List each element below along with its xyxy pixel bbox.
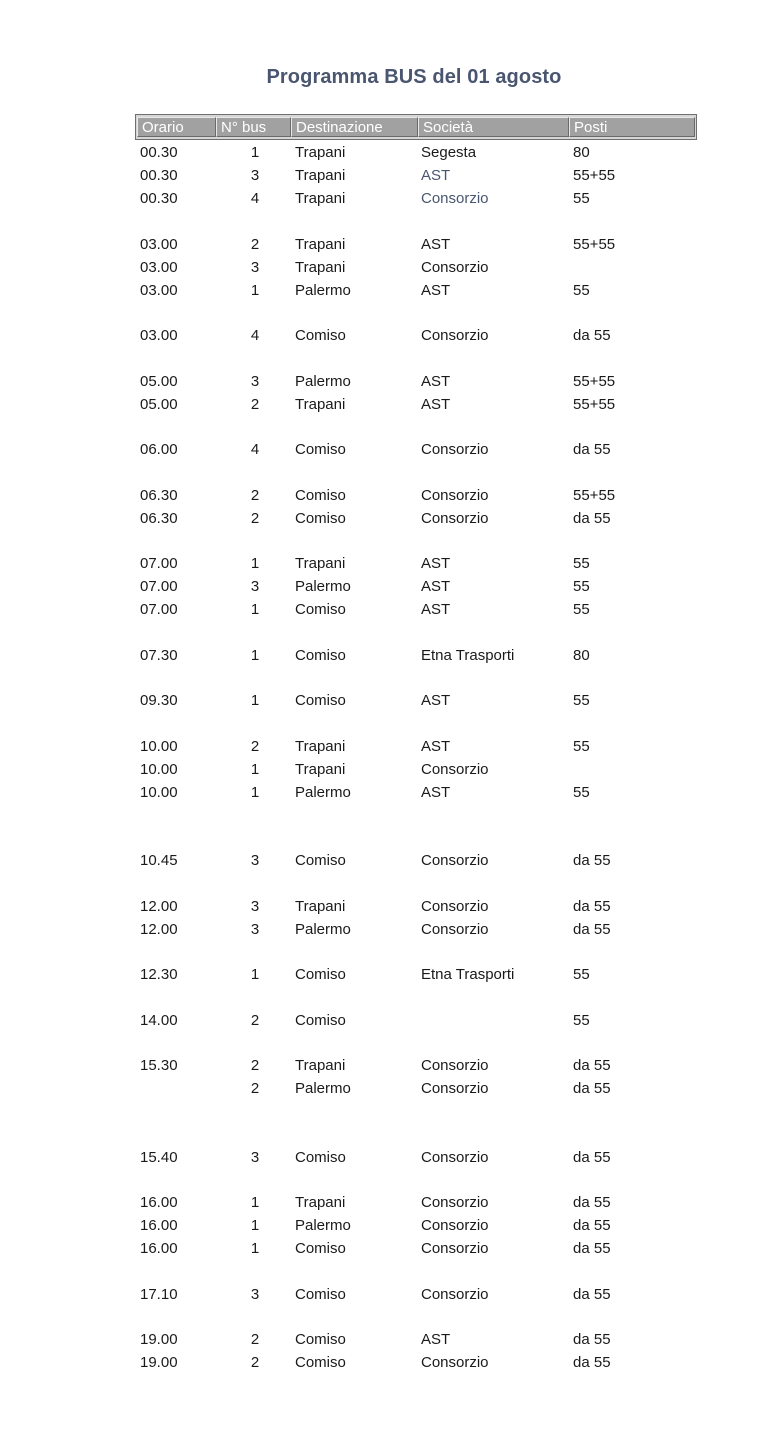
- cell-orario: 03.00: [140, 282, 178, 299]
- cell-bus: 3: [250, 167, 260, 184]
- cell-posti: 80: [573, 144, 590, 161]
- cell-posti: 55+55: [573, 487, 616, 504]
- cell-destinazione: Trapani: [295, 236, 346, 253]
- table-row: [0, 1078, 762, 1100]
- cell-destinazione: Trapani: [295, 1057, 346, 1074]
- cell-posti: 55+55: [573, 236, 616, 253]
- cell-orario: 00.30: [140, 167, 178, 184]
- cell-destinazione: Trapani: [295, 144, 346, 161]
- cell-bus: 3: [250, 898, 260, 915]
- cell-orario: 16.00: [140, 1240, 178, 1257]
- cell-societa: AST: [421, 555, 451, 572]
- cell-bus: 1: [250, 966, 260, 983]
- cell-societa: Etna Trasporti: [421, 647, 515, 664]
- cell-societa: Consorzio: [421, 327, 489, 344]
- cell-bus: 2: [250, 236, 260, 253]
- cell-posti: da 55: [573, 1057, 611, 1074]
- cell-destinazione: Comiso: [295, 966, 346, 983]
- header-orario: Orario: [137, 117, 216, 137]
- cell-orario: 03.00: [140, 259, 178, 276]
- cell-bus: 1: [250, 692, 260, 709]
- table-row: [0, 1284, 762, 1306]
- table-row: [0, 576, 762, 598]
- cell-societa: AST: [421, 601, 451, 618]
- table-row: [0, 1147, 762, 1169]
- cell-destinazione: Comiso: [295, 1331, 346, 1348]
- cell-posti: da 55: [573, 441, 611, 458]
- table-row: [0, 325, 762, 347]
- cell-bus: 3: [250, 259, 260, 276]
- cell-societa: Etna Trasporti: [421, 966, 515, 983]
- cell-societa: Consorzio: [421, 1240, 489, 1257]
- cell-destinazione: Comiso: [295, 510, 346, 527]
- cell-destinazione: Palermo: [295, 1217, 351, 1234]
- cell-destinazione: Trapani: [295, 190, 346, 207]
- cell-orario: 00.30: [140, 144, 178, 161]
- cell-societa: AST: [421, 396, 451, 413]
- cell-orario: 10.00: [140, 738, 178, 755]
- cell-posti: 55: [573, 555, 590, 572]
- cell-destinazione: Trapani: [295, 259, 346, 276]
- table-row: [0, 439, 762, 461]
- cell-destinazione: Trapani: [295, 396, 346, 413]
- table-row: [0, 1192, 762, 1214]
- cell-bus: 3: [250, 578, 260, 595]
- cell-posti: 55+55: [573, 396, 616, 413]
- cell-societa: Consorzio: [421, 441, 489, 458]
- cell-societa: Consorzio: [421, 487, 489, 504]
- table-row: [0, 1055, 762, 1077]
- cell-societa: AST: [421, 692, 451, 709]
- table-row: [0, 371, 762, 393]
- header-destinazione: Destinazione: [291, 117, 418, 137]
- table-row: [0, 896, 762, 918]
- cell-bus: 2: [250, 487, 260, 504]
- cell-orario: 05.00: [140, 373, 178, 390]
- cell-bus: 2: [250, 1331, 260, 1348]
- table-row: [0, 257, 762, 279]
- cell-orario: 14.00: [140, 1012, 178, 1029]
- cell-societa: AST: [421, 167, 451, 184]
- cell-bus: 1: [250, 601, 260, 618]
- cell-bus: 2: [250, 510, 260, 527]
- cell-bus: 1: [250, 1194, 260, 1211]
- cell-destinazione: Trapani: [295, 738, 346, 755]
- cell-destinazione: Comiso: [295, 1240, 346, 1257]
- cell-posti: 55: [573, 190, 590, 207]
- cell-bus: 1: [250, 647, 260, 664]
- cell-posti: da 55: [573, 1080, 611, 1097]
- cell-societa: Consorzio: [421, 852, 489, 869]
- cell-posti: 55: [573, 738, 590, 755]
- cell-destinazione: Comiso: [295, 692, 346, 709]
- cell-bus: 2: [250, 1354, 260, 1371]
- cell-posti: da 55: [573, 510, 611, 527]
- cell-bus: 1: [250, 761, 260, 778]
- cell-societa: Consorzio: [421, 898, 489, 915]
- cell-orario: 07.00: [140, 578, 178, 595]
- cell-orario: 15.40: [140, 1149, 178, 1166]
- cell-orario: 10.00: [140, 784, 178, 801]
- cell-posti: da 55: [573, 898, 611, 915]
- table-row: [0, 1329, 762, 1351]
- cell-posti: 55+55: [573, 167, 616, 184]
- cell-societa: Consorzio: [421, 510, 489, 527]
- cell-bus: 1: [250, 784, 260, 801]
- table-row: [0, 1352, 762, 1374]
- cell-destinazione: Trapani: [295, 167, 346, 184]
- header-bus: N° bus: [216, 117, 291, 137]
- cell-destinazione: Comiso: [295, 1286, 346, 1303]
- cell-societa: Consorzio: [421, 921, 489, 938]
- cell-societa: Consorzio: [421, 761, 489, 778]
- table-row: [0, 850, 762, 872]
- cell-posti: 55: [573, 692, 590, 709]
- cell-posti: da 55: [573, 1217, 611, 1234]
- cell-posti: 55: [573, 578, 590, 595]
- cell-posti: 55+55: [573, 373, 616, 390]
- cell-destinazione: Comiso: [295, 852, 346, 869]
- cell-posti: da 55: [573, 921, 611, 938]
- table-row: [0, 782, 762, 804]
- cell-posti: da 55: [573, 1331, 611, 1348]
- cell-destinazione: Comiso: [295, 1149, 346, 1166]
- cell-destinazione: Trapani: [295, 898, 346, 915]
- cell-bus: 1: [250, 1240, 260, 1257]
- cell-societa: Consorzio: [421, 1354, 489, 1371]
- cell-posti: da 55: [573, 1194, 611, 1211]
- table-row: [0, 1238, 762, 1260]
- cell-societa: Consorzio: [421, 1080, 489, 1097]
- cell-bus: 1: [250, 144, 260, 161]
- cell-orario: 06.30: [140, 487, 178, 504]
- table-row: [0, 188, 762, 210]
- table-row: [0, 234, 762, 256]
- cell-orario: 05.00: [140, 396, 178, 413]
- cell-societa: Consorzio: [421, 1057, 489, 1074]
- cell-bus: 4: [250, 190, 260, 207]
- cell-societa: Consorzio: [421, 1286, 489, 1303]
- cell-societa: Segesta: [421, 144, 477, 161]
- cell-orario: 07.00: [140, 601, 178, 618]
- table-row: [0, 165, 762, 187]
- cell-societa: AST: [421, 236, 451, 253]
- cell-posti: da 55: [573, 1149, 611, 1166]
- table-row: [0, 394, 762, 416]
- cell-posti: 55: [573, 601, 590, 618]
- cell-orario: 07.30: [140, 647, 178, 664]
- cell-bus: 2: [250, 738, 260, 755]
- cell-bus: 3: [250, 373, 260, 390]
- cell-destinazione: Palermo: [295, 282, 351, 299]
- cell-bus: 2: [250, 1080, 260, 1097]
- cell-orario: 19.00: [140, 1354, 178, 1371]
- cell-societa: AST: [421, 578, 451, 595]
- cell-orario: 19.00: [140, 1331, 178, 1348]
- cell-posti: da 55: [573, 327, 611, 344]
- cell-orario: 16.00: [140, 1217, 178, 1234]
- cell-posti: 55: [573, 966, 590, 983]
- cell-orario: 03.00: [140, 236, 178, 253]
- cell-bus: 3: [250, 921, 260, 938]
- cell-societa: Consorzio: [421, 1217, 489, 1234]
- table-row: [0, 553, 762, 575]
- cell-destinazione: Palermo: [295, 1080, 351, 1097]
- table-row: [0, 508, 762, 530]
- table-row: [0, 142, 762, 164]
- cell-orario: 09.30: [140, 692, 178, 709]
- cell-societa: AST: [421, 738, 451, 755]
- cell-societa: AST: [421, 373, 451, 390]
- cell-bus: 1: [250, 555, 260, 572]
- cell-societa: Consorzio: [421, 190, 489, 207]
- header-posti: Posti: [569, 117, 695, 137]
- cell-posti: da 55: [573, 1354, 611, 1371]
- cell-orario: 15.30: [140, 1057, 178, 1074]
- cell-destinazione: Comiso: [295, 441, 346, 458]
- cell-bus: 1: [250, 282, 260, 299]
- page-title: Programma BUS del 01 agosto: [266, 66, 562, 88]
- cell-orario: 16.00: [140, 1194, 178, 1211]
- cell-destinazione: Trapani: [295, 761, 346, 778]
- cell-orario: 10.00: [140, 761, 178, 778]
- cell-orario: 07.00: [140, 555, 178, 572]
- cell-destinazione: Comiso: [295, 601, 346, 618]
- cell-orario: 03.00: [140, 327, 178, 344]
- cell-posti: 55: [573, 1012, 590, 1029]
- cell-destinazione: Palermo: [295, 784, 351, 801]
- cell-societa: Consorzio: [421, 1149, 489, 1166]
- cell-destinazione: Palermo: [295, 921, 351, 938]
- cell-posti: da 55: [573, 1240, 611, 1257]
- cell-societa: AST: [421, 282, 451, 299]
- cell-orario: 06.00: [140, 441, 178, 458]
- cell-posti: da 55: [573, 852, 611, 869]
- table-row: [0, 919, 762, 941]
- cell-societa: AST: [421, 1331, 451, 1348]
- table-row: [0, 690, 762, 712]
- cell-destinazione: Comiso: [295, 647, 346, 664]
- table-row: [0, 1010, 762, 1032]
- cell-orario: 06.30: [140, 510, 178, 527]
- cell-bus: 3: [250, 1286, 260, 1303]
- cell-destinazione: Comiso: [295, 327, 346, 344]
- header-societa: Società: [418, 117, 569, 137]
- table-row: [0, 645, 762, 667]
- cell-destinazione: Comiso: [295, 487, 346, 504]
- cell-bus: 2: [250, 396, 260, 413]
- cell-orario: 00.30: [140, 190, 178, 207]
- cell-orario: 12.00: [140, 921, 178, 938]
- cell-bus: 3: [250, 1149, 260, 1166]
- cell-destinazione: Palermo: [295, 578, 351, 595]
- cell-societa: Consorzio: [421, 259, 489, 276]
- cell-bus: 2: [250, 1012, 260, 1029]
- cell-bus: 3: [250, 852, 260, 869]
- table-row: [0, 485, 762, 507]
- cell-bus: 1: [250, 1217, 260, 1234]
- cell-societa: AST: [421, 784, 451, 801]
- table-row: [0, 964, 762, 986]
- cell-posti: da 55: [573, 1286, 611, 1303]
- cell-destinazione: Comiso: [295, 1012, 346, 1029]
- cell-orario: 12.30: [140, 966, 178, 983]
- cell-posti: 55: [573, 282, 590, 299]
- cell-orario: 17.10: [140, 1286, 178, 1303]
- table-row: [0, 1215, 762, 1237]
- cell-posti: 80: [573, 647, 590, 664]
- cell-destinazione: Trapani: [295, 1194, 346, 1211]
- table-row: [0, 280, 762, 302]
- cell-orario: 10.45: [140, 852, 178, 869]
- table-row: [0, 599, 762, 621]
- cell-destinazione: Trapani: [295, 555, 346, 572]
- cell-posti: 55: [573, 784, 590, 801]
- cell-orario: 12.00: [140, 898, 178, 915]
- cell-destinazione: Palermo: [295, 373, 351, 390]
- cell-bus: 4: [250, 327, 260, 344]
- cell-bus: 2: [250, 1057, 260, 1074]
- cell-destinazione: Comiso: [295, 1354, 346, 1371]
- table-row: [0, 736, 762, 758]
- cell-bus: 4: [250, 441, 260, 458]
- cell-societa: Consorzio: [421, 1194, 489, 1211]
- table-row: [0, 759, 762, 781]
